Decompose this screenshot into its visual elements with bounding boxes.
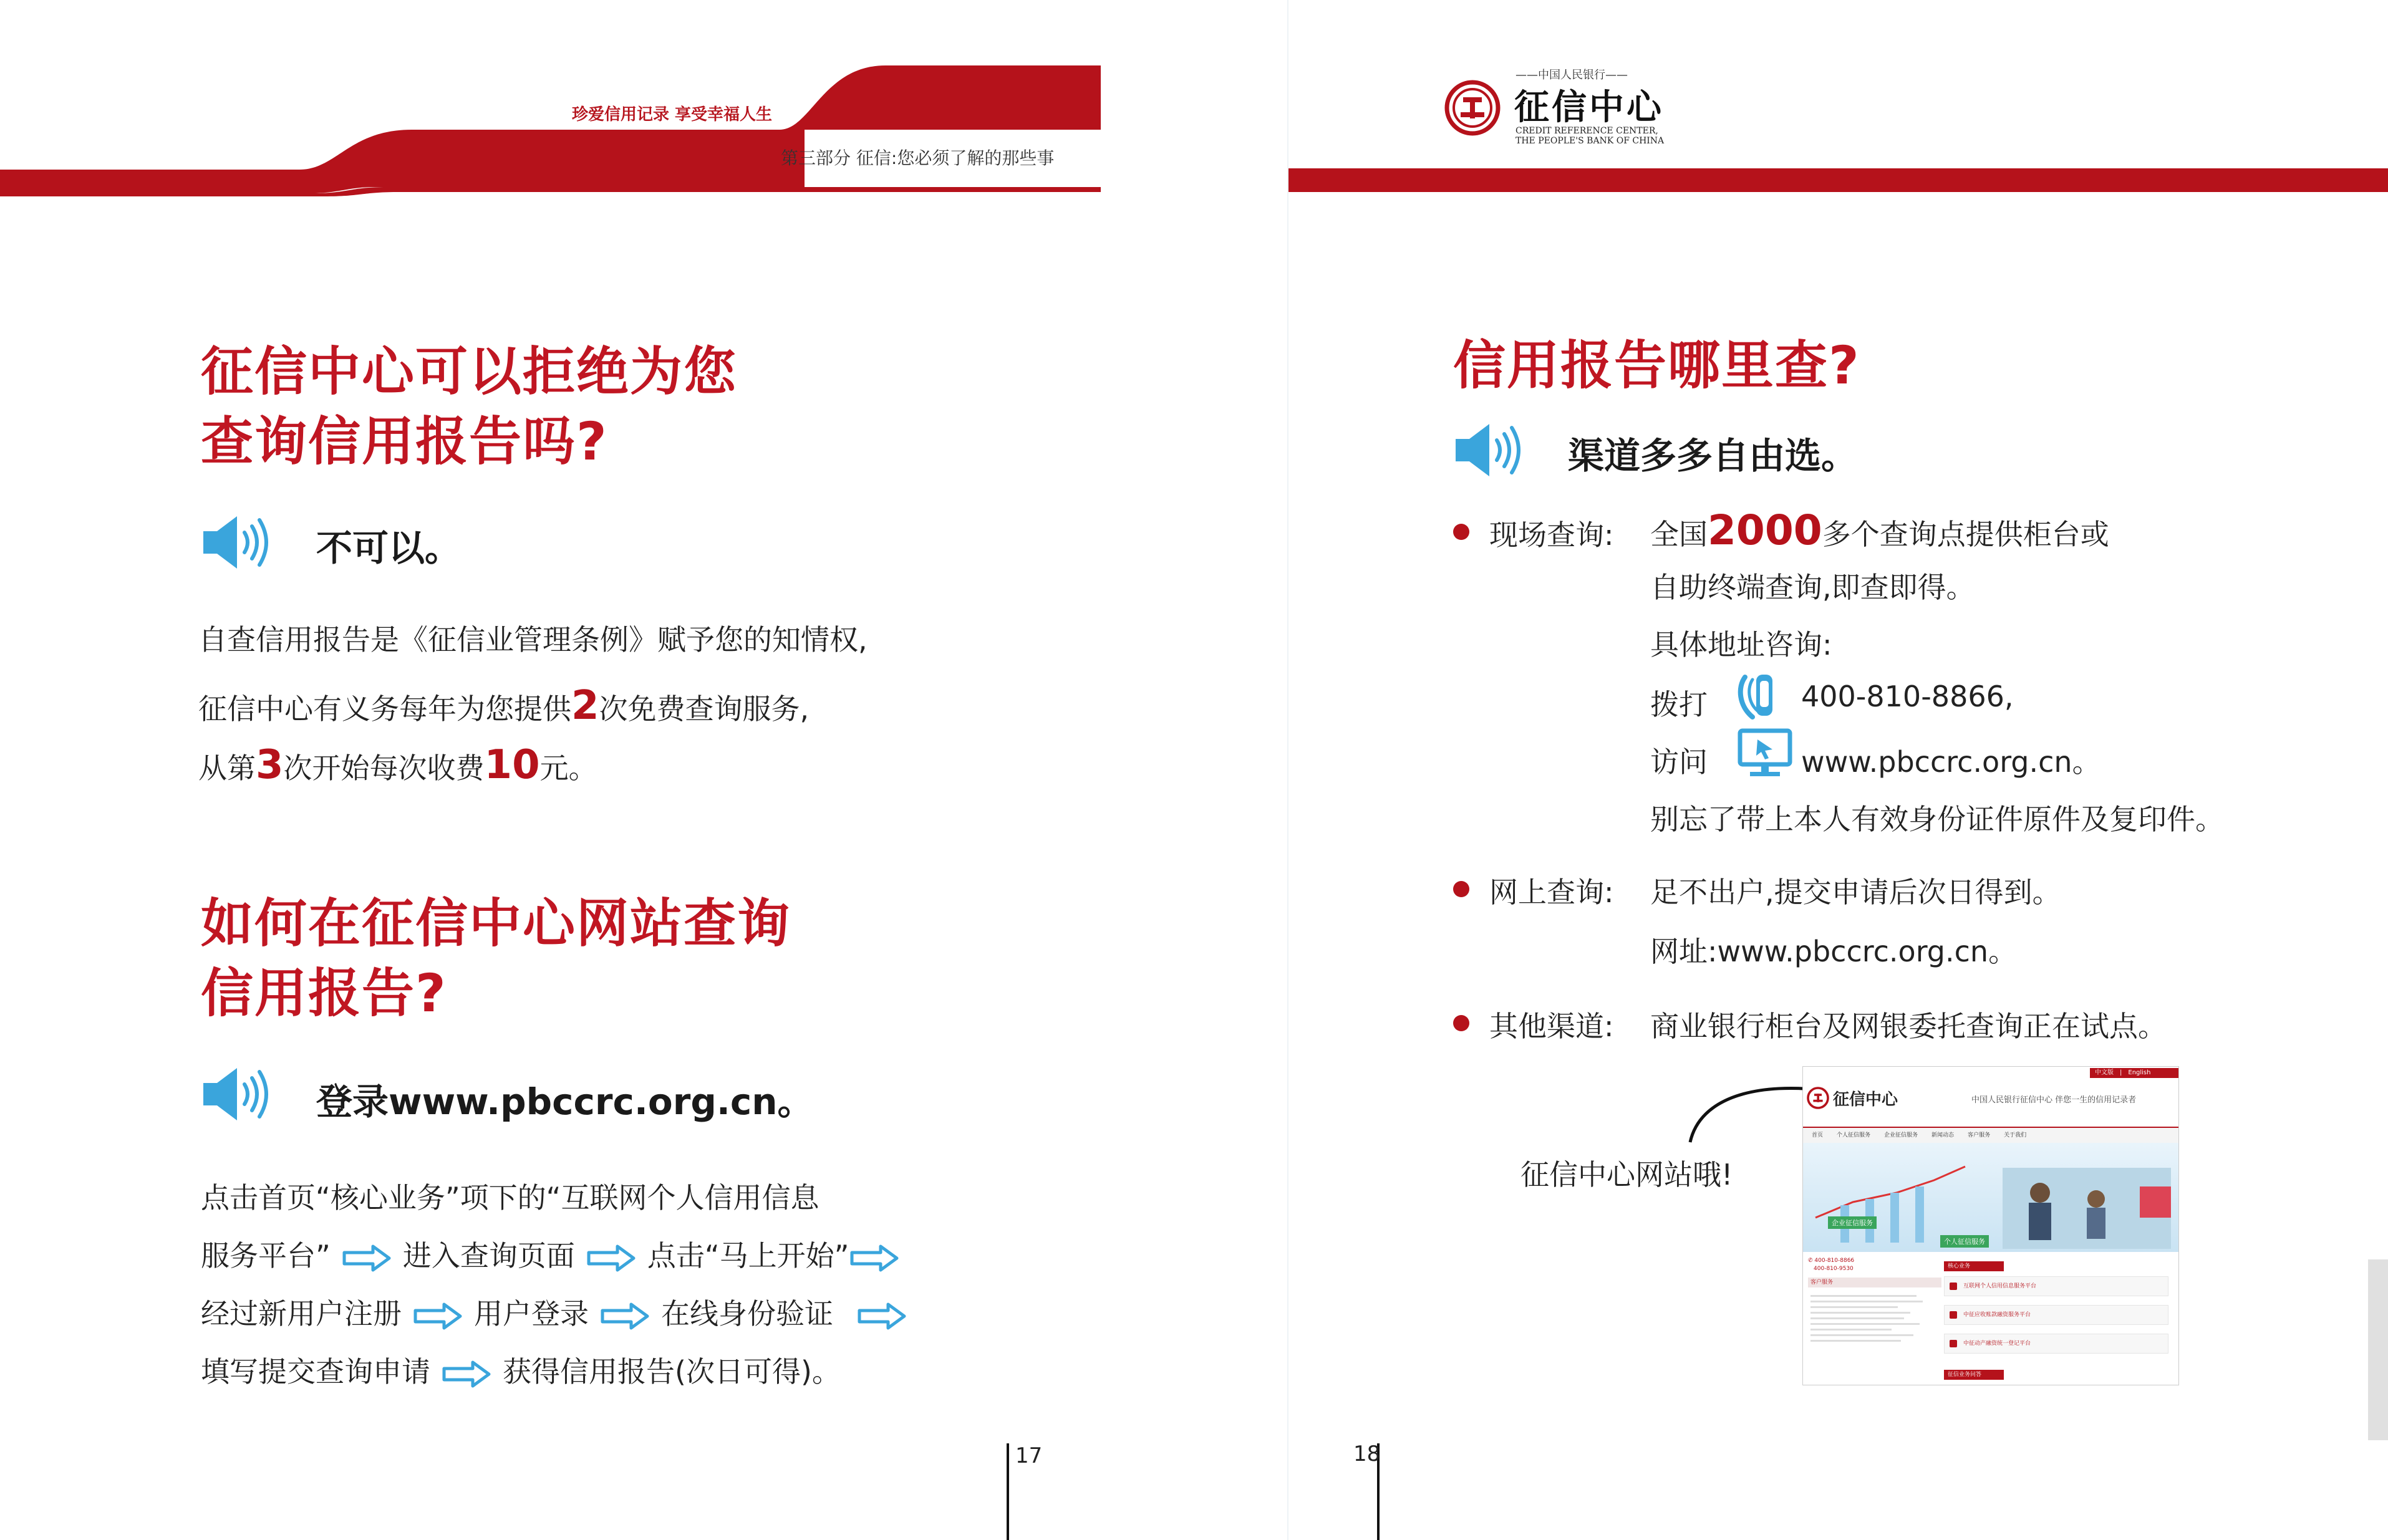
site-nav-item[interactable]: 关于我们 (2004, 1132, 2027, 1138)
site-banner (1803, 1143, 2178, 1252)
site-sidebar-list (1810, 1291, 1935, 1345)
q2-line2: 服务平台” 进入查询页面 点击“马上开始” (201, 1233, 911, 1274)
q1-answer: 不可以。 (316, 527, 462, 569)
banner-label2: 个人征信服务 (1940, 1235, 1989, 1248)
logo-en1: CREDIT REFERENCE CENTER, (1515, 126, 1658, 136)
site-nav-item[interactable]: 首页 (1812, 1132, 1824, 1138)
website-screenshot (1802, 1066, 2179, 1385)
arrow-right-icon (600, 1302, 650, 1331)
b3-label: 其他渠道: (1489, 1009, 1614, 1043)
bullet-dot (1453, 524, 1469, 540)
arrow-right-icon (342, 1244, 392, 1273)
q2-title-line2: 信用报告? (201, 963, 447, 1024)
b1-url[interactable]: www.pbccrc.org.cn。 (1801, 745, 2101, 779)
bullet-dot (1453, 1015, 1469, 1031)
header-bar (1288, 168, 2388, 192)
lang-bar: 中文版 | English (2090, 1068, 2179, 1078)
site-logo-name: 征信中心 (1833, 1090, 1898, 1109)
logo-top: ——中国人民银行—— (1515, 69, 1628, 82)
site-core-item-icon (1950, 1311, 1957, 1319)
q2-line3: 经过新用户注册 用户登录 在线身份验证 (201, 1291, 918, 1332)
b3-text: 商业银行柜台及网银委托查询正在试点。 (1650, 1009, 2167, 1043)
q1-line2: 征信中心有义务每年为您提供2次免费查询服务, (198, 683, 810, 729)
b1-line2: 自助终端查询,即查即得。 (1650, 570, 1975, 604)
q2-line1: 点击首页“核心业务”项下的“互联网个人信用信息 (201, 1181, 819, 1215)
site-core-item-icon (1950, 1340, 1957, 1347)
q2-line4: 填写提交查询申请 获得信用报告(次日可得)。 (201, 1355, 841, 1388)
q1-line3: 从第3次开始每次收费10元。 (198, 742, 597, 788)
b1-note: 别忘了带上本人有效身份证件原件及复印件。 (1650, 802, 2224, 836)
right-page (1288, 0, 2388, 1540)
computer-icon (1736, 727, 1794, 779)
b1-call-label: 拨打 (1650, 688, 1708, 721)
arrow-right-icon (442, 1360, 491, 1388)
arrow-right-icon (857, 1302, 907, 1331)
site-core-item[interactable]: 中征动产融资统一登记平台 (1944, 1334, 2168, 1354)
credit-center-seal-icon (1444, 80, 1501, 136)
speaker-icon (1453, 419, 1525, 481)
site-nav (1803, 1127, 2178, 1143)
b2-url: 网址:www.pbccrc.org.cn。 (1650, 935, 2018, 968)
site-nav-item[interactable]: 企业征信服务 (1884, 1132, 1918, 1138)
site-core-title: 核心业务 (1944, 1261, 2004, 1271)
site-more-title: 征信业务问答 (1944, 1370, 2004, 1380)
site-core-item[interactable]: 互联网个人信用信息服务平台 (1944, 1276, 2168, 1296)
site-seal-icon (1807, 1087, 1829, 1109)
scrollbar-thumb[interactable] (2368, 1259, 2388, 1440)
page-number: 17 (1015, 1443, 1043, 1468)
header-band (0, 62, 1104, 196)
logo-name: 征信中心 (1514, 87, 1664, 128)
site-core-list (1944, 1276, 2168, 1362)
arrow-right-icon (413, 1302, 463, 1331)
site-nav-item[interactable]: 客户服务 (1968, 1132, 1991, 1138)
page-divider (1007, 1443, 1009, 1540)
header-section: 第三部分 征信:您必须了解的那些事 (781, 148, 1055, 168)
right-title: 信用报告哪里查? (1453, 335, 1860, 396)
site-sidebar-title: 客户服务 (1808, 1278, 1941, 1287)
bullet-dot (1453, 881, 1469, 897)
site-nav-item[interactable]: 个人征信服务 (1837, 1132, 1871, 1138)
b2-label: 网上查询: (1489, 875, 1614, 909)
b1-line3: 具体地址咨询: (1650, 628, 1832, 662)
right-answer: 渠道多多自由选。 (1568, 435, 1858, 477)
b2-text: 足不出户,提交申请后次日得到。 (1650, 875, 2061, 909)
page-number: 18 (1353, 1441, 1381, 1466)
b1-line1: 全国2000多个查询点提供柜台或 (1650, 506, 2109, 554)
arrow-right-icon (849, 1244, 899, 1273)
speaker-icon (201, 511, 273, 574)
header-slogan: 珍爱信用记录 享受幸福人生 (572, 105, 773, 124)
site-core-item[interactable]: 中征应收账款融资服务平台 (1944, 1305, 2168, 1325)
q2-answer: 登录www.pbccrc.org.cn。 (316, 1080, 814, 1123)
site-core-item-icon (1950, 1283, 1957, 1290)
q1-title-line1: 征信中心可以拒绝为您 (201, 341, 738, 402)
callout-text: 征信中心网站哦! (1520, 1158, 1733, 1191)
b1-visit-label: 访问 (1650, 745, 1708, 779)
site-nav-item[interactable]: 新闻动态 (1931, 1132, 1955, 1138)
q1-line1: 自查信用报告是《征信业管理条例》赋予您的知情权, (198, 623, 868, 657)
site-hotlines: ✆ 400-810-8866 400-810-9530 (1808, 1258, 1855, 1272)
logo-en2: THE PEOPLE'S BANK OF CHINA (1515, 136, 1665, 146)
b1-label: 现场查询: (1489, 518, 1614, 552)
site-tagline: 中国人民银行征信中心 伴您一生的信用记录者 (1971, 1095, 2137, 1105)
speaker-icon (201, 1063, 273, 1125)
banner-label: 企业征信服务 (1828, 1216, 1877, 1229)
q1-title-line2: 查询信用报告吗? (201, 411, 608, 472)
b1-phone: 400-810-8866, (1801, 680, 2014, 713)
arrow-right-icon (586, 1244, 636, 1273)
phone-icon (1731, 668, 1787, 724)
banner-graphic-icon (1803, 1143, 2178, 1252)
q2-title-line1: 如何在征信中心网站查询 (201, 893, 791, 954)
